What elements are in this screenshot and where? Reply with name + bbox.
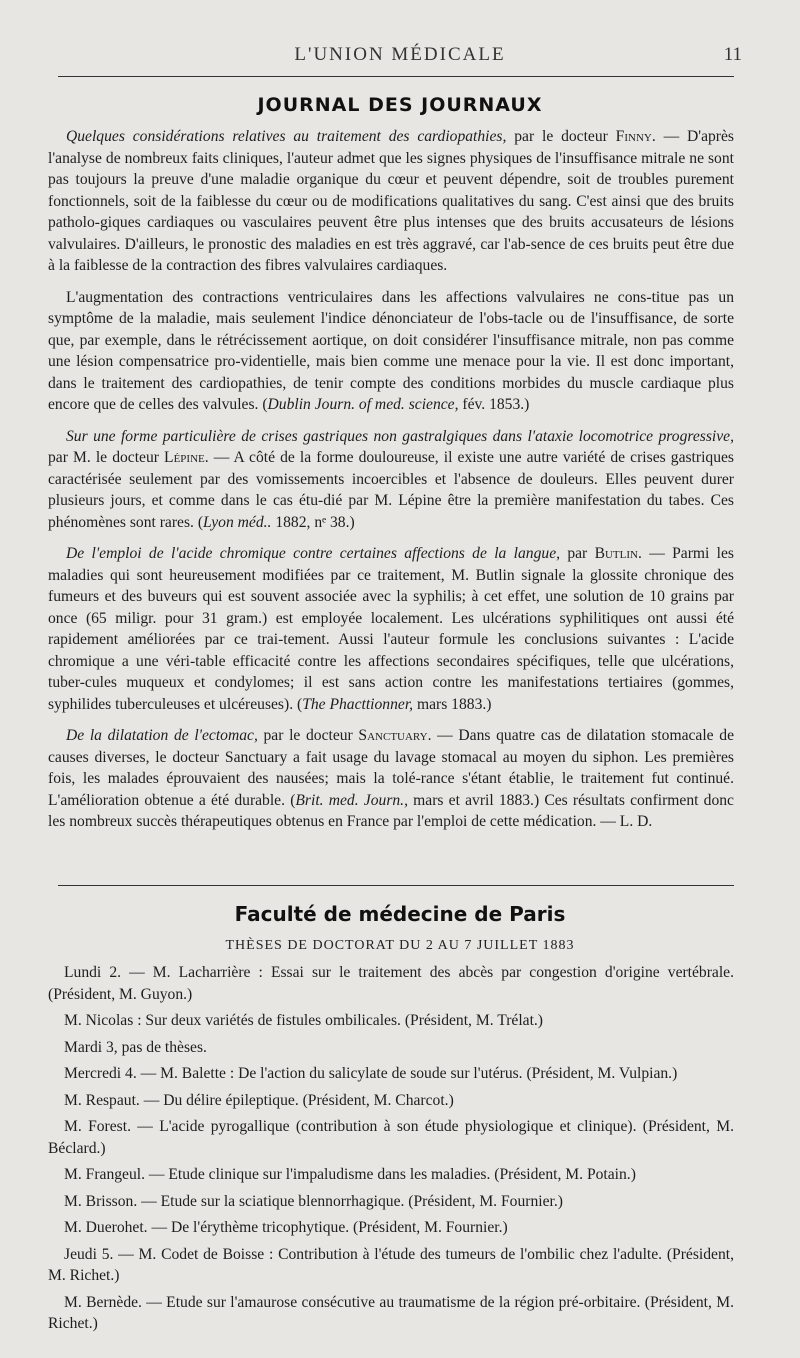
source-tail: mars et avril 1883.) Ces résultats confirment donc les nombreux succès thérapeutiques obtenus en France par l'emploi de cette médication. — L. D.	[48, 791, 734, 830]
journal-title: L'UNION MÉDICALE	[294, 44, 506, 65]
list-item: M. Duerohet. — De l'érythème tricophytique. (Président, M. Fournier.)	[64, 1219, 508, 1236]
author-name: Finny	[615, 128, 652, 145]
author-name: Butlin	[594, 545, 638, 562]
author-intro: par	[560, 545, 595, 562]
source-tail: mars 1883.)	[413, 695, 492, 713]
article-source: Lyon méd..	[203, 513, 272, 531]
faculte-subheading: THÈSES DE DOCTORAT DU 2 AU 7 JUILLET 1883	[225, 938, 575, 953]
author-name: Lépine	[164, 449, 205, 466]
list-item: M. Respaut. — Du délire épileptique. (Président, M. Charcot.)	[64, 1091, 454, 1109]
article-title: Quelques considérations relatives au traitement des cardiopathies,	[66, 128, 507, 145]
list-item: M. Nicolas : Sur deux variétés de fistules ombilicales. (Président, M. Trélat.)	[64, 1012, 543, 1029]
list-item: M. Bernède. — Etude sur l'amaurose consécutive au traumatisme de la région pré-orbitaire. (Président, M. Richet.)	[48, 1293, 734, 1332]
article-2	[48, 426, 734, 534]
section-heading: JOURNAL DES JOURNAUX	[257, 94, 543, 116]
article-source: The Phacttionner,	[302, 695, 414, 713]
article-1	[48, 126, 734, 277]
header-rule	[58, 76, 734, 77]
page-number: 11	[723, 44, 742, 65]
article-body: . — Dans quatre cas de dilatation stomacale de causes diverses, le docteur Sanctuary a fait usage du lavage stomacal au moyen du siphon. Les premières fois, les malades éprouvaient des nausées; mais la tolé-rance s'étant établie, le traitement fut continué. L'amélioration obtenue a été durable. (	[48, 727, 734, 809]
article-body: . — A côté de la forme douloureuse, il existe une autre variété de crises gastriques caractérisée seulement par des vomissements incoercibles et l'absence de douleurs. Elles peuvent durer plusieurs jours, et comme dans le cas étu-dié par M. Lépine être la première manifestation du tabes. Ces phénomènes sont rares. (	[48, 449, 734, 531]
article-title: De l'emploi de l'acide chromique contre certaines affections de la langue,	[66, 545, 561, 562]
list-item: Jeudi 5. — M. Codet de Boisse : Contribution à l'étude des tumeurs de l'ombilic chez l'adulte. (Président, M. Richet.)	[48, 1245, 734, 1284]
faculte-heading: Faculté de médecine de Paris	[234, 902, 566, 926]
source-tail: fév. 1853.)	[458, 396, 530, 413]
source-tail: 1882, nᵉ 38.)	[271, 513, 355, 531]
list-item: Mardi 3, pas de thèses.	[64, 1038, 207, 1056]
article-title: De la dilatation de l'ectomac,	[66, 727, 258, 744]
article-source: Dublin Journ. of med. science,	[267, 396, 459, 413]
author-name: Sanctuary	[358, 727, 428, 744]
list-item: M. Frangeul. — Etude clinique sur l'impaludisme dans les maladies. (Président, M. Potain.)	[64, 1166, 636, 1183]
list-item: M. Brisson. — Etude sur la sciatique blennorrhagique. (Président, M. Fournier.)	[64, 1192, 563, 1210]
article-4	[48, 725, 734, 833]
author-intro: par le docteur	[506, 128, 616, 145]
list-item: Mercredi 4. — M. Balette : De l'action du salicylate de soude sur l'utérus. (Président, M. Vulpian.)	[64, 1065, 678, 1082]
list-item: M. Forest. — L'acide pyrogallique (contribution à son étude physiologique et clinique). (Président, M. Béclard.)	[48, 1118, 734, 1157]
author-intro: par le docteur	[257, 727, 359, 744]
running-head	[0, 44, 800, 70]
list-item: Lundi 2. — M. Lacharrière : Essai sur le traitement des abcès par congestion d'origine vertébrale. (Président, M. Guyon.)	[48, 964, 734, 1003]
article-title: Sur une forme particulière de crises gastriques non gastralgiques dans l'ataxie locomotrice progressive,	[66, 427, 734, 445]
author-intro: par M. le docteur	[48, 449, 165, 466]
article-body: . — Parmi les maladies qui sont heureusement modifiées par ce traitement, M. Butlin signale la glossite chronique des fumeurs et des buveurs qui est souvent associée avec la syphilis; à cet effet, une solution de 10 grains par once (65 miligr. pour 31 gram.) est employée localement. Les ulcérations syphilitiques ont aussi été rapidement améliorées par ce trai-tement. Aussi l'auteur formule les conclusions suivantes : L'acide chromique a une véri-table efficacité contre les affections secondaires spécifiques, telle que ulcérations, tuber-cules muqueux et condylomes; il est sans action contre les manifestations tertiaires (gommes, syphilides tuberculeuses et ulcéreuses). (	[48, 545, 734, 713]
article-source: Brit. med. Journ.,	[295, 791, 408, 809]
article-3	[48, 543, 734, 715]
article-1-continued	[48, 287, 734, 416]
section-divider	[58, 885, 734, 886]
article-body: L'augmentation des contractions ventriculaires dans les affections valvulaires ne cons-titue pas un symptôme de la maladie, mais seulement l'indice dénonciateur de l'obs-tacle ou de l'insuffisance, de sorte que, par exemple, dans le rétrécissement aortique, on doit considérer l'insuffisance mitrale, non pas comme une lésion compensatrice pro-videntielle, mais bien comme une menace pour la vie. Il est donc important, dans le traitement des cardiopathies, de tenir compte des conditions morbides du muscle cardiaque plus encore que de celles des valvules. (	[48, 288, 734, 413]
thesis-list	[48, 962, 734, 1340]
journal-column	[48, 126, 734, 843]
article-body: . — D'après l'analyse de nombreux faits cliniques, l'auteur admet que les signes physiques de l'insuffisance mitrale ne sont pas toujours la preuve d'une maladie organique du cœur et peuvent dépendre, soit de troubles purement fonctionnels, soit de la faiblesse du cœur ou de modifications qualitatives du sang. C'est ainsi que des bruits patholo-giques cardiaques ou vasculaires peuvent être plus intenses que des bruits accusateurs de lésions valvulaires. D'ailleurs, le pronostic des maladies en est très aggravé, car l'ab-sence de ces bruits peut être due à la faiblesse de la contraction des fibres valvulaires cardiaques.	[48, 128, 734, 274]
